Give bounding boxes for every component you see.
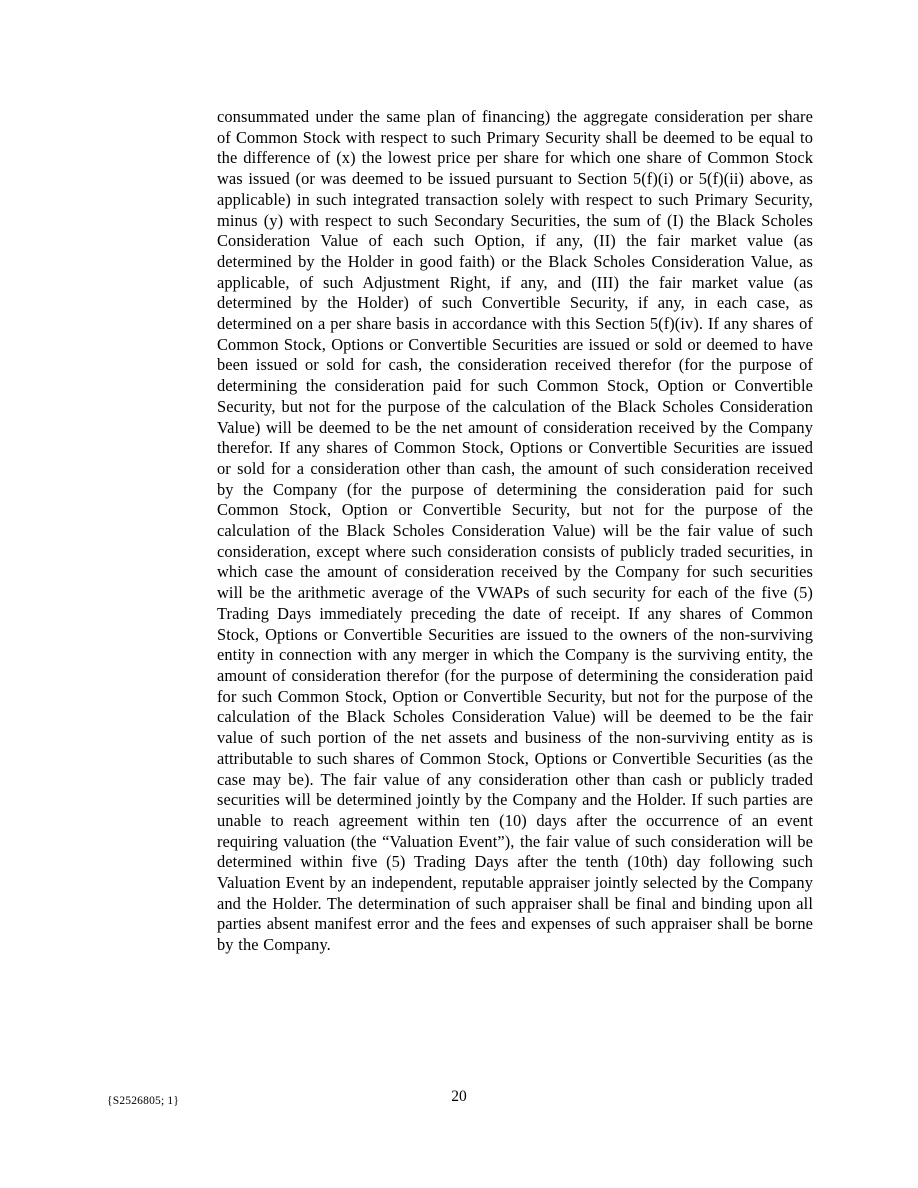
document-stamp: {S2526805; 1}	[107, 1095, 180, 1107]
page-footer	[0, 1088, 918, 1112]
paragraph-body: consummated under the same plan of financing) the aggregate consideration per share of Common Stock with respect to such Primary Security shall be deemed to be equal to the difference of (x) the lowest price per share for which one share of Common Stock was issued (or was deemed to be issued pursuant to Section 5(f)(i) or 5(f)(ii) above, as applicable) in such integrated transaction solely with respect to such Primary Security, minus (y) with respect to such Secondary Securities, the sum of (I) the Black Scholes Consideration Value of each such Option, if any, (II) the fair market value (as determined by the Holder in good faith) or the Black Scholes Consideration Value, as applicable, of such Adjustment Right, if any, and (III) the fair market value (as determined by the Holder) of such Convertible Security, if any, in each case, as determined on a per share basis in accordance with this Section 5(f)(iv). If any shares of Common Stock, Options or Convertible Securities are issued or sold or deemed to have been issued or sold for cash, the consideration received therefor (for the purpose of determining the consideration paid for such Common Stock, Option or Convertible Security, but not for the purpose of the calculation of the Black Scholes Consideration Value) will be deemed to be the net amount of consideration received by the Company therefor. If any shares of Common Stock, Options or Convertible Securities are issued or sold for a consideration other than cash, the amount of such consideration received by the Company (for the purpose of determining the consideration paid for such Common Stock, Option or Convertible Security, but not for the purpose of the calculation of the Black Scholes Consideration Value) will be the fair value of such consideration, except where such consideration consists of publicly traded securities, in which case the amount of consideration received by the Company for such securities will be the arithmetic average of the VWAPs of such security for each of the five (5) Trading Days immediately preceding the date of receipt. If any shares of Common Stock, Options or Convertible Securities are issued to the owners of the non-surviving entity in connection with any merger in which the Company is the surviving entity, the amount of consideration therefor (for the purpose of determining the consideration paid for such Common Stock, Option or Convertible Security, but not for the purpose of the calculation of the Black Scholes Consideration Value) will be deemed to be the fair value of such portion of the net assets and business of the non-surviving entity as is attributable to such shares of Common Stock, Options or Convertible Securities (as the case may be). The fair value of any consideration other than cash or publicly traded securities will be determined jointly by the Company and the Holder. If such parties are unable to reach agreement within ten (10) days after the occurrence of an event requiring valuation (the “Valuation Event”), the fair value of such consideration will be determined within five (5) Trading Days after the tenth (10th) day following such Valuation Event by an independent, reputable appraiser jointly selected by the Company and the Holder. The determination of such appraiser shall be final and binding upon all parties absent manifest error and the fees and expenses of such appraiser shall be borne by the Company.	[217, 107, 813, 955]
page-number: 20	[451, 1088, 467, 1105]
